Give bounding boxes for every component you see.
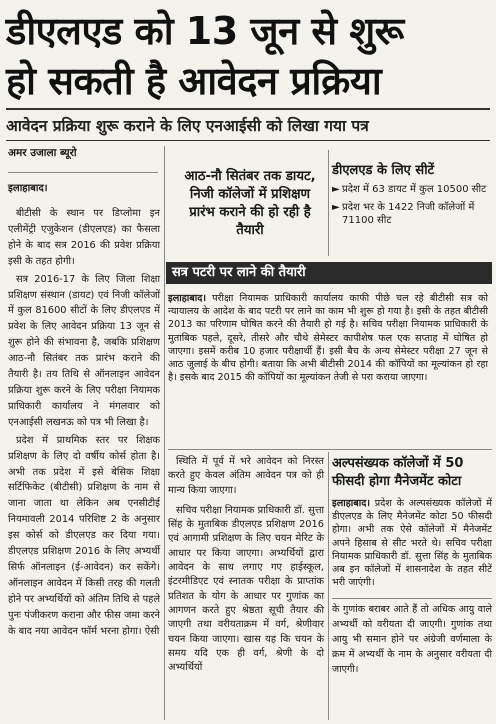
session-article-text: परीक्षा नियामक प्राधिकारी कार्यालय काफी पीछे चल रहे बीटीसी सत्र को न्यायालय के आदेश के बाद पटरी पर लाने का काम भी शुरू हो गया है। इसी के तहत बीटीसी 2013 का परिणाम घोषित करने की तैयारी हो गई है। सचिव परीक्षा नियामक प्राधिकारी के मुताबिक पहले, दूसरे, तीसरे और चौथे सेमेस्टर कापीशेष फल एक सप्ताह में घोषित हो जाएगा। इसमें करीब 10 हजार परीक्षार्थी हैं। इसी बैच के अन्य सेमेस्टर परीक्षा 27 जून से आठ जुलाई के बीच होगी। बताया कि अभी बीटीसी 2014 की कॉपियों का मूल्यांकन हो रहा है। इसके बाद 2015 की कॉपियों का मूल्यांकन तेजी से परा कराया जाएगा। [168,293,488,384]
minority-quota-text [332,497,492,589]
minority-quota-box [332,455,492,589]
bullet-icon: ► [332,184,340,195]
col1-paragraph-1: बीटीसी के स्थान पर डिप्लोमा इन एलीमेंट्री एजुकेशन (डीएलएड) का फैसला होने के बाद सत्र 2016 की प्रवेश प्रक्रिया इसी के तहत होगी। [8,208,160,267]
section-rule [168,449,492,450]
dateline: इलाहाबाद। [8,183,48,194]
column-3-continuation: के गुणांक बराबर आते हैं तो अधिक आयु वाले अभ्यर्थी को वरीयता दी जाएगी। गुणांक तथा आयु भी समान होने पर अंग्रेजी वर्णमाला के क्रम में अभ्यर्थी के नाम के अनुसार वरीयता दी जाएगी। [332,604,492,675]
column-2 [168,455,324,681]
col2-paragraph-2: सचिव परीक्षा नियामक प्राधिकारी डॉ. सुत्ता सिंह के मुताबिक डीएलएड प्रशिक्षण 2016 एवं आगामी प्रशिक्षण के लिए चयन मेरिट के आधार पर किया जाएगा। अभ्यर्थियों द्वारा आवेदन के साथ लगाए गए हाईस्कूल, इंटरमीडिएट एवं स्नातक परीक्षा के प्राप्तांक प्रतिशत के योग के आधार पर गुणांक का आगणन करते हुए श्रेष्ठता सूची तैयार की जाएगी तथा वरीयताक्रम में वर्ग, श्रेणीवार चयन किया जाएगा। खास यह कि चयन के समय यदि एक ही वर्ग, श्रेणी के दो अभ्यर्थियों [168,504,324,674]
session-article [168,292,488,384]
subheadline: आवेदन प्रक्रिया शुरू कराने के लिए एनआईसी को लिखा गया पत्र [6,117,369,135]
bullet-icon: ► [332,202,340,213]
seats-item-1 [332,183,492,196]
seats-box [332,160,492,227]
minority-quota-body: प्रदेश के अल्पसंख्यक कॉलेजों में डीएलएड के लिए मैनेजमेंट कोटा 50 फीसदी होगा। अभी तक ऐसे कॉलेजों में मैनेजमेंट अपने हिसाब से सीट भरते थे। सचिव परीक्षा नियामक प्राधिकारी डॉ. सुत्ता सिंह के मुताबिक अब इन कॉलेजों में शासनादेश के तहत सीटें भरी जाएंगी। [332,498,492,589]
box-bottom-rule [332,598,492,599]
headline [6,6,492,106]
section-band-title: सत्र पटरी पर लाने की तैयारी [166,262,492,284]
seats-item-2-text: प्रदेश भर के 1422 निजी कॉलेजों में 71100 सीट [342,202,475,226]
col1-paragraph-3: प्रदेश में प्राथमिक स्तर पर शिक्षक प्रशिक्षण के लिए दो वर्षीय कोर्स होता है। अभी तक प्रदेश में इसे बेसिक शिक्षा सर्टिफिकेट (बीटीसी) प्रशिक्षण के नाम से जाना जाता था लेकिन अब एनसीटीई नियमावली 2014 परिशिष्ट 2 के अनुसार इस कोर्स को डीएलएड कर दिया गया। डीएलएड प्रशिक्षण 2016 के लिए अभ्यर्थी सिर्फ ऑनलाइन (ई-आवेदन) कर सकेंगे। ऑनलाइन आवेदन में किसी तरह की गलती होने पर अभ्यर्थियों को अंतिम तिथि से पहले पुनः पंजीकरण कराना और फीस जमा करने के बाद नया आवेदन फॉर्म भरना होगा। ऐसी [8,434,160,637]
seats-item-1-text: प्रदेश में 63 डायट में कुल 10500 सीट [342,184,487,195]
column-divider-2 [328,150,329,256]
byline-rule [8,172,158,173]
headline-line-2: हो सकती है आवेदन प्रक्रिया [6,59,382,103]
column-1 [8,206,160,641]
column-divider-1 [164,146,165,720]
col2-paragraph-1: स्थिति में पूर्व में भरे आवेदन को निरस्त करते हुए केवल अंतिम आवेदन पत्र को ही मान्य किया जाएगा। [168,456,324,496]
headline-line-1: डीएलएड को 13 जून से शुरू [6,9,404,53]
column-divider-3 [328,452,329,720]
seats-box-title: डीएलएड के लिए सीटें [332,163,435,178]
session-article-dateline: इलाहाबाद। [168,293,206,304]
pull-quote: आठ-नौ सितंबर तक डायट, निजी कॉलेजों में प्रशिक्षण प्रारंभ कराने की हो रही है तैयारी [184,169,316,238]
seats-item-2 [332,201,492,227]
col1-paragraph-2: सत्र 2016-17 के लिए जिला शिक्षा प्रशिक्षण संस्थान (डायट) एवं निजी कॉलेजों में कुल 81600 सीटों के लिए डीएलएड में प्रवेश के लिए आवेदन प्रक्रिया 13 जून से शुरू होने की संभावना है, जबकि प्रशिक्षण आठ-नौ सितंबर तक प्रारंभ कराने की तैयारी है। तय तिथि से ऑनलाइन आवेदन प्रक्रिया शुरू करने के लिए परीक्षा नियामक प्राधिकारी कार्यालय ने मंगलवार को एनआईसी लखनऊ को पत्र भी लिखा है। [8,273,160,428]
subhead-rule [6,140,490,141]
minority-quota-title: अल्पसंख्यक कॉलेजों में 50 फीसदी होगा मैनेजमेंट कोटा [332,456,464,489]
minority-quota-dateline: इलाहाबाद। [332,498,370,509]
byline: अमर उजाला ब्यूरो [8,147,77,159]
headline-rule [6,108,490,110]
